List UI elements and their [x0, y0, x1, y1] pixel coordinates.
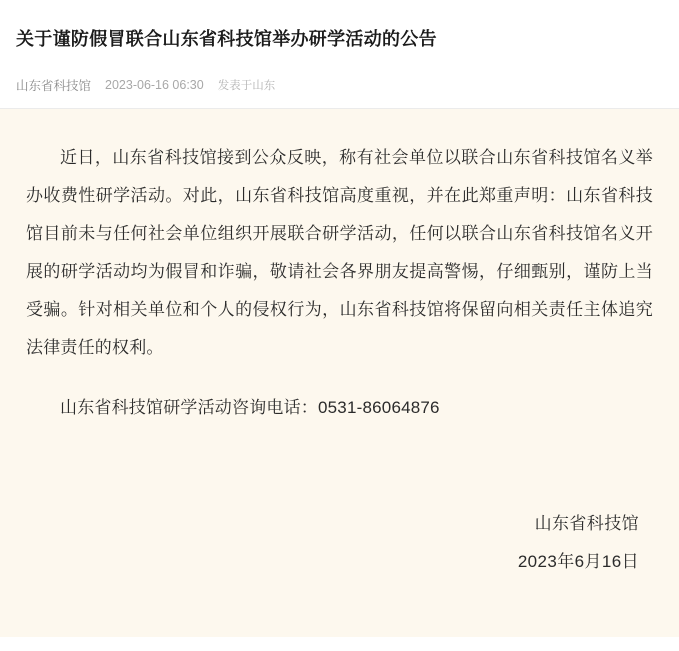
article-container: [0, 12, 679, 651]
meta-location: 发表于山东: [217, 80, 276, 93]
contact-phone-line: 山东省科技馆研学活动咨询电话：0531-86064876: [60, 398, 440, 418]
page-title: 关于谨防假冒联合山东省科技馆举办研学活动的公告: [16, 29, 437, 50]
signature-block: [26, 505, 653, 581]
signature-date: 2023年6月16日: [517, 552, 639, 572]
meta-source: 山东省科技馆: [16, 79, 92, 94]
article-body: [0, 109, 679, 637]
article-meta: [0, 64, 679, 108]
meta-timestamp: 2023-06-16 06:30: [105, 78, 204, 93]
body-paragraph: 近日，山东省科技馆接到公众反映，称有社会单位以联合山东省科技馆名义举办收费性研学活动。对此，山东省科技馆高度重视，并在此郑重声明：山东省科技馆目前未与任何社会单位组织开展联合研学活动，任何以联合山东省科技馆名义开展的研学活动均为假冒和诈骗，敬请社会各界朋友提高警惕，仔细甄别，谨防上当受骗。针对相关单位和个人的侵权行为，山东省科技馆将保留向相关责任主体追究法律责任的权利。: [26, 148, 653, 358]
signature-organization: 山东省科技馆: [534, 514, 639, 534]
